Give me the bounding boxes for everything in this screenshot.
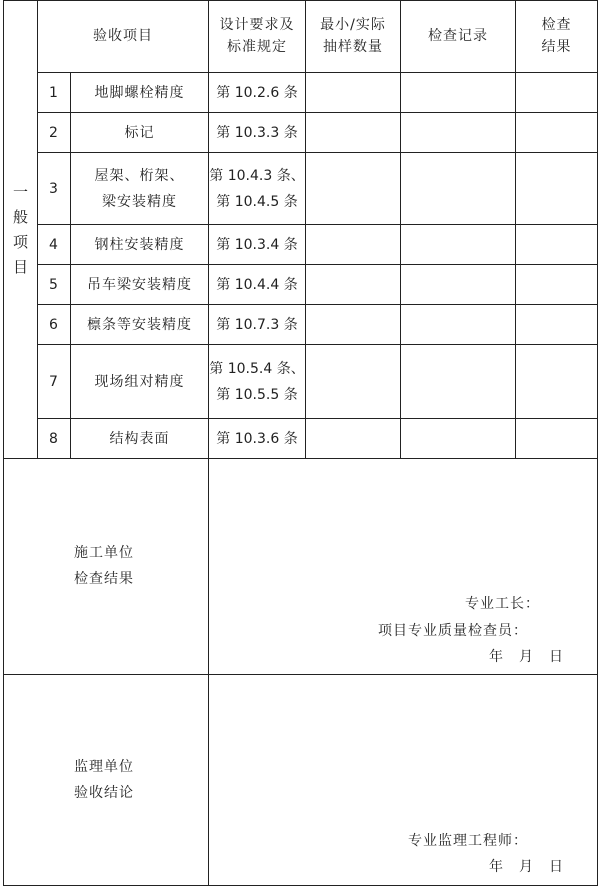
construction-label: 施工单位 检查结果 xyxy=(74,545,134,587)
row-item: 现场组对精度 xyxy=(94,373,185,390)
border-right xyxy=(597,0,598,886)
header-item: 验收项目 xyxy=(93,28,153,44)
supervision-engineer: 专业监理工程师： xyxy=(408,833,528,849)
row-item: 地脚螺栓精度 xyxy=(94,84,185,101)
hline-construction-end xyxy=(3,674,597,675)
row-spec: 第 10.2.6 条 xyxy=(216,84,298,101)
construction-foreman: 专业工长： xyxy=(465,596,540,612)
row-no: 2 xyxy=(49,124,59,141)
row-no: 6 xyxy=(49,316,59,333)
construction-date: 年 月 日 xyxy=(489,649,564,665)
category-char: 一 xyxy=(12,183,28,201)
row-item: 檩条等安装精度 xyxy=(87,316,192,333)
row-spec: 第 10.4.3 条、 第 10.4.5 条 xyxy=(209,167,305,210)
construction-inspector: 项目专业质量检查员： xyxy=(378,623,528,639)
row-item: 标记 xyxy=(124,124,155,141)
category-char: 项 xyxy=(12,233,28,251)
row-spec: 第 10.5.4 条、 第 10.5.5 条 xyxy=(209,360,305,403)
row-item: 吊车梁安装精度 xyxy=(87,276,192,293)
supervision-date: 年 月 日 xyxy=(489,859,564,875)
category-char: 目 xyxy=(12,258,28,276)
row-spec: 第 10.7.3 条 xyxy=(216,316,298,333)
row-item: 结构表面 xyxy=(109,430,170,447)
border-left xyxy=(3,0,4,886)
header-record: 检查记录 xyxy=(428,28,488,44)
row-spec: 第 10.3.6 条 xyxy=(216,430,298,447)
row-item: 屋架、桁架、 梁安装精度 xyxy=(94,167,185,210)
header-sample: 最小/实际 抽样数量 xyxy=(320,17,386,55)
row-no: 7 xyxy=(49,373,59,390)
hline-items-end xyxy=(3,458,597,459)
category-char: 般 xyxy=(12,208,28,226)
supervision-label: 监理单位 验收结论 xyxy=(74,759,134,801)
row-spec: 第 10.3.3 条 xyxy=(216,124,298,141)
row-no: 1 xyxy=(49,84,59,101)
row-no: 5 xyxy=(49,276,59,293)
row-no: 4 xyxy=(49,236,59,253)
row-item: 钢柱安装精度 xyxy=(94,236,185,253)
row-spec: 第 10.4.4 条 xyxy=(216,276,298,293)
header-spec: 设计要求及 标准规定 xyxy=(219,17,295,55)
header-result: 检查 结果 xyxy=(541,17,572,55)
category-label xyxy=(4,180,37,280)
row-no: 8 xyxy=(49,430,59,447)
row-spec: 第 10.3.4 条 xyxy=(216,236,298,253)
row-no: 3 xyxy=(49,180,59,197)
